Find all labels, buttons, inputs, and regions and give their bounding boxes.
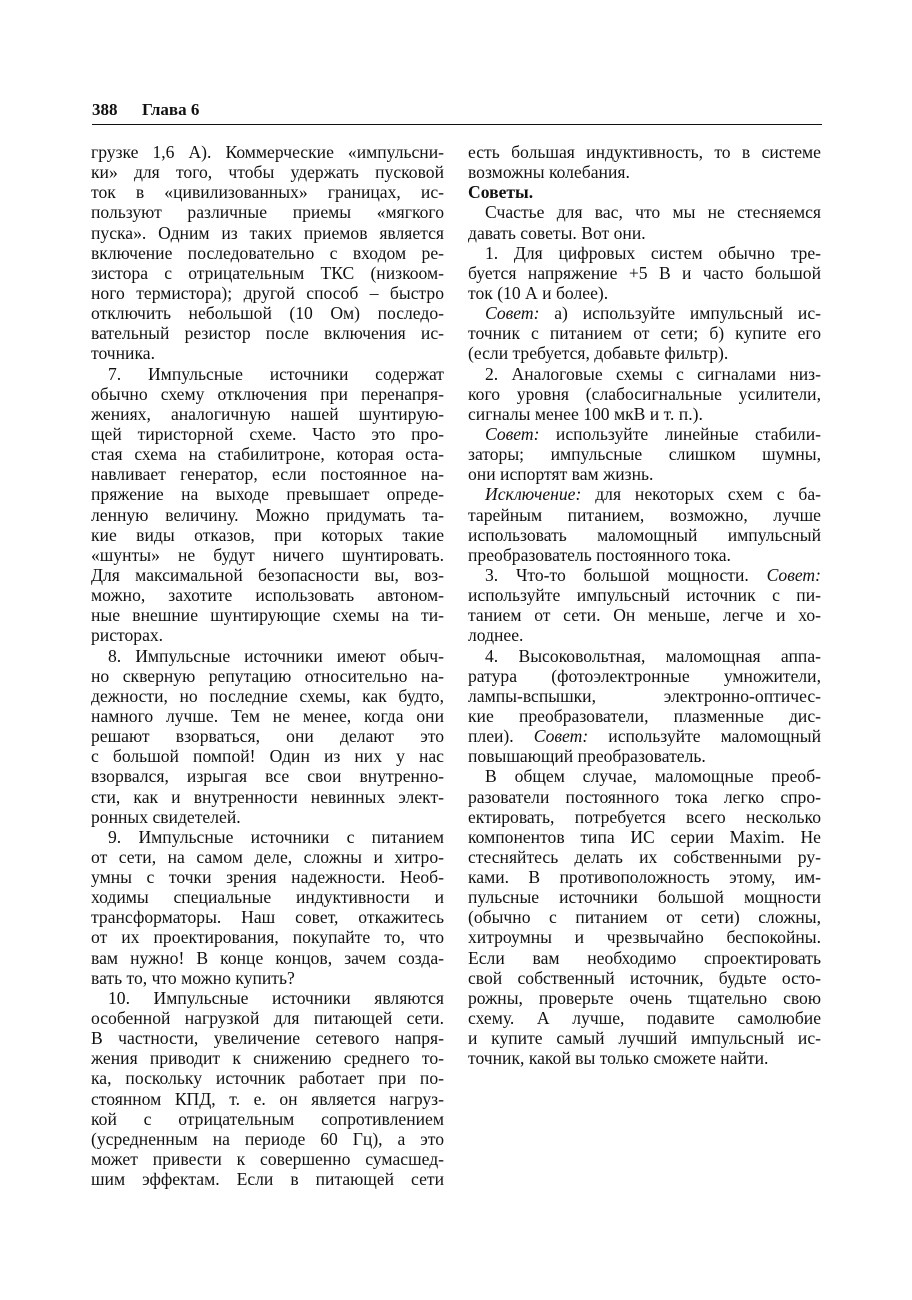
text-segment: точник, какой вы только сможете найти. [468, 1048, 769, 1069]
text-segment: вательный резистор после включения ис- [91, 323, 444, 344]
text-line [91, 686, 444, 706]
text-line [91, 766, 444, 786]
text-segment: используйте импульсный источник с пи- [468, 585, 821, 606]
text-segment: кого уровня (слабосигнальные усилители, [468, 383, 821, 404]
chapter-title: Глава 6 [142, 100, 200, 119]
text-segment: лоднее. [468, 625, 524, 646]
text-segment: отключить небольшой (10 Ом) последо- [91, 303, 444, 324]
text-segment: от их проектирования, покупайте то, что [91, 927, 444, 948]
text-segment: и купите самый лучший импульсный ис- [468, 1028, 821, 1049]
text-line [468, 223, 821, 243]
text-segment: ные внешние шунтирующие схемы на ти- [91, 605, 444, 626]
text-segment: рожны, проверьте очень тщательно свою [468, 987, 821, 1008]
text-line [468, 464, 821, 484]
text-line [468, 424, 821, 444]
text-line [468, 404, 821, 424]
text-line [91, 484, 444, 504]
text-line [91, 625, 444, 645]
text-segment: повышающий преобразователь. [468, 746, 706, 767]
text-segment: для некоторых схем с ба- [581, 484, 821, 505]
text-segment: точник с питанием от сети; б) купите его [468, 323, 821, 344]
page-number: 388 [92, 100, 118, 119]
text-segment: щей тиристорной схеме. Часто это про- [91, 423, 444, 444]
text-line [91, 948, 444, 968]
text-line [91, 202, 444, 222]
text-segment: жения приводит к снижению среднего то- [91, 1048, 444, 1069]
text-segment: ток (10 А и более). [468, 282, 609, 303]
text-line [91, 1089, 444, 1109]
text-segment: 2. Аналоговые схемы с сигналами низ- [485, 363, 821, 384]
text-line [91, 706, 444, 726]
text-segment: включение последовательно с входом ре- [91, 242, 444, 263]
text-segment: используйте маломощный [588, 726, 822, 747]
text-segment: навливает генератор, если постоянное на- [91, 464, 444, 485]
text-line [91, 323, 444, 343]
text-segment: стая схема на стабилитроне, которая оста- [91, 444, 444, 465]
text-segment: (усредненным на периоде 60 Гц), а это [91, 1128, 444, 1149]
text-line [468, 142, 821, 162]
text-segment: кие преобразователи, плазменные дис- [468, 705, 821, 726]
text-line [468, 283, 821, 303]
text-line [91, 142, 444, 162]
text-segment: дежности, но последние схемы, как будто, [91, 685, 444, 706]
text-line [468, 263, 821, 283]
text-line [468, 505, 821, 525]
text-segment: ронных свидетелей. [91, 806, 241, 827]
text-line [468, 182, 821, 202]
text-segment: давать советы. Вот они. [468, 222, 646, 243]
text-line [91, 867, 444, 887]
text-line [468, 988, 821, 1008]
text-line [468, 625, 821, 645]
text-line [91, 847, 444, 867]
text-segment: грузке 1,6 А). Коммерческие «импульсни- [91, 142, 444, 162]
text-line [91, 605, 444, 625]
text-line [468, 1008, 821, 1028]
text-segment: 8. Импульсные источники имеют обыч- [108, 645, 444, 666]
text-segment: ка, поскольку источник работает при по- [91, 1068, 444, 1089]
text-line [91, 1068, 444, 1088]
text-line [91, 1129, 444, 1149]
text-segment: 10. Импульсные источники являются [108, 987, 444, 1008]
text-line [468, 766, 821, 786]
text-line [468, 847, 821, 867]
text-segment: намного лучше. Тем не менее, когда они [91, 705, 444, 726]
text-segment: с большой помпой! Один из них у нас [91, 746, 444, 767]
text-line [91, 404, 444, 424]
italic-term: Совет: [485, 423, 540, 444]
text-line [91, 384, 444, 404]
text-segment: трансформаторы. Наш совет, откажитесь [91, 907, 444, 928]
text-segment: особенной нагрузкой для питающей сети. [91, 1008, 444, 1029]
text-line [468, 384, 821, 404]
text-line [91, 243, 444, 263]
text-line [91, 464, 444, 484]
text-segment: «шунты» не будут ничего шунтировать. [91, 544, 444, 565]
text-line [468, 706, 821, 726]
text-segment: тарейным питанием, возможно, лучше [468, 504, 821, 525]
text-segment: танием от сети. Он меньше, легче и хо- [468, 605, 821, 626]
text-segment: преобразователь постоянного тока. [468, 544, 731, 565]
text-segment: ток в «цивилизованных» границах, ис- [91, 182, 444, 203]
text-line [91, 182, 444, 202]
text-line [468, 585, 821, 605]
text-line [91, 1008, 444, 1028]
text-line [91, 303, 444, 323]
text-segment: есть большая индуктивность, то в системе [468, 142, 821, 162]
text-segment: ками. В противоположность этому, им- [468, 867, 821, 888]
text-line [468, 646, 821, 666]
text-segment: а) используйте импульсный ис- [539, 303, 821, 324]
text-segment: сигналы менее 100 мкВ и т. п.). [468, 403, 703, 424]
text-segment: обычно схему отключения при перенапря- [91, 383, 444, 404]
text-line [91, 1109, 444, 1129]
text-line [91, 283, 444, 303]
text-segment: но скверную репутацию относительно на- [91, 665, 444, 686]
text-segment: кие виды отказов, при которых такие [91, 524, 444, 545]
text-segment: Если вам необходимо спроектировать [468, 947, 821, 968]
text-segment: В общем случае, маломощные преоб- [485, 766, 821, 787]
text-segment: лампы-вспышки, электронно-оптичес- [468, 685, 821, 706]
text-line [468, 887, 821, 907]
text-segment: разователи постоянного тока легко спро- [468, 786, 821, 807]
text-line [91, 424, 444, 444]
text-segment: можно, захотите использовать автоном- [91, 585, 444, 606]
text-segment: (обычно с питанием от сети) сложны, [468, 907, 821, 928]
text-line [468, 565, 821, 585]
text-segment: зистора с отрицательным ТКС (низкоом- [91, 262, 444, 283]
text-segment: может привести к совершенно сумасшед- [91, 1149, 444, 1170]
text-line [468, 867, 821, 887]
text-line [91, 907, 444, 927]
text-line [468, 948, 821, 968]
text-line [91, 968, 444, 988]
text-segment: от сети, на самом деле, сложны и хитро- [91, 846, 444, 867]
text-segment: пуска». Одним из таких приемов является [91, 222, 444, 243]
text-line [468, 343, 821, 363]
text-line [91, 444, 444, 464]
text-segment: хитроумны и чрезвычайно беспокойны. [468, 927, 821, 948]
right-column [468, 142, 821, 1068]
text-segment: точника. [91, 343, 155, 364]
text-segment: решают взорваться, они делают это [91, 726, 444, 747]
text-line [468, 484, 821, 504]
text-segment: Счастье для вас, что мы не стесняемся [485, 202, 821, 223]
text-segment: В частности, увеличение сетевого напря- [91, 1028, 444, 1049]
text-segment: жениях, аналогичную нашей шунтирую- [91, 403, 444, 424]
text-segment: ки» для того, чтобы удержать пусковой [91, 162, 444, 183]
text-line [91, 666, 444, 686]
left-column [91, 142, 444, 1189]
text-segment: умны с точки зрения надежности. Необ- [91, 867, 444, 888]
text-segment: вам нужно! В конце концов, зачем созда- [91, 947, 444, 968]
text-line [91, 646, 444, 666]
text-segment: взорвался, изрыгая все свои внутренно- [91, 766, 444, 787]
text-segment: 4. Высоковольтная, маломощная аппа- [485, 645, 821, 666]
text-line [468, 323, 821, 343]
text-line [91, 1169, 444, 1189]
text-segment: ходимы специальные индуктивности и [91, 887, 444, 908]
italic-term: Совет: [485, 303, 540, 324]
text-line [468, 444, 821, 464]
text-segment: компонентов типа ИС серии Maxim. Не [468, 826, 821, 847]
text-segment: пряжение на выходе превышает опреде- [91, 484, 444, 505]
text-segment: стесняйтесь делать их собственными ру- [468, 846, 821, 867]
text-line [468, 545, 821, 565]
text-line [468, 787, 821, 807]
text-line [91, 988, 444, 1008]
text-line [91, 263, 444, 283]
text-segment: свой собственный источник, будьте осто- [468, 967, 821, 988]
text-line [91, 223, 444, 243]
text-line [468, 907, 821, 927]
text-segment: 1. Для цифровых систем обычно тре- [485, 242, 821, 263]
text-segment: использовать маломощный импульсный [468, 524, 821, 545]
italic-term: Исключение: [485, 484, 582, 505]
text-segment: возможны колебания. [468, 162, 630, 183]
text-line [468, 525, 821, 545]
text-line [91, 1028, 444, 1048]
text-line [91, 787, 444, 807]
text-line [468, 202, 821, 222]
text-segment: схему. А лучше, подавите самолюбие [468, 1008, 821, 1029]
text-segment: 3. Что-то большой мощности. [485, 564, 767, 585]
text-segment: вать то, что можно купить? [91, 967, 295, 988]
text-line [91, 807, 444, 827]
text-line [91, 505, 444, 525]
text-segment: пульсные источники большой мощности [468, 887, 821, 908]
text-segment: Для максимальной безопасности вы, воз- [91, 564, 444, 585]
text-segment: заторы; импульсные слишком шумны, [468, 444, 821, 465]
italic-term: Совет: [533, 726, 589, 747]
text-line [468, 162, 821, 182]
text-segment: они испортят вам жизнь. [468, 464, 654, 485]
text-line [91, 545, 444, 565]
text-line [91, 162, 444, 182]
text-segment: 7. Импульсные источники содержат [108, 363, 444, 384]
text-segment: сти, как и внутренности невинных элект- [91, 786, 444, 807]
text-line [468, 746, 821, 766]
text-line [91, 927, 444, 947]
text-line [91, 565, 444, 585]
text-line [91, 746, 444, 766]
text-line [468, 666, 821, 686]
text-line [91, 1048, 444, 1068]
page-header [92, 98, 822, 125]
text-segment: плеи). [468, 726, 534, 747]
text-segment: ленную величину. Можно придумать та- [91, 504, 444, 525]
text-segment: стоянном КПД, т. е. он является нагруз- [91, 1088, 444, 1109]
text-line [468, 807, 821, 827]
text-line [468, 605, 821, 625]
text-segment: используйте линейные стабили- [539, 423, 821, 444]
text-line [91, 726, 444, 746]
text-line [91, 343, 444, 363]
text-segment: буется напряжение +5 В и часто большой [468, 262, 821, 283]
text-line [468, 686, 821, 706]
text-line [468, 243, 821, 263]
text-segment: шим эффектам. Если в питающей сети [91, 1169, 444, 1190]
text-line [91, 1149, 444, 1169]
text-segment: (если требуется, добавьте фильтр). [468, 343, 729, 364]
text-line [91, 525, 444, 545]
italic-term: Совет: [766, 564, 821, 585]
text-line [91, 585, 444, 605]
text-line [468, 726, 821, 746]
text-line [91, 887, 444, 907]
text-segment: 9. Импульсные источники с питанием [108, 826, 444, 847]
text-line [468, 1048, 821, 1068]
text-segment: Советы. [468, 182, 534, 203]
text-segment: ного термистора); другой способ – быстро [91, 282, 444, 303]
text-line [468, 968, 821, 988]
text-line [91, 827, 444, 847]
text-segment: кой с отрицательным сопротивлением [91, 1108, 444, 1129]
text-line [468, 303, 821, 323]
text-line [468, 827, 821, 847]
text-line [468, 927, 821, 947]
text-segment: ристорах. [91, 625, 164, 646]
text-line [468, 364, 821, 384]
text-segment: ектировать, потребуется всего несколько [468, 806, 821, 827]
text-line [91, 364, 444, 384]
text-segment: пользуют различные приемы «мягкого [91, 202, 444, 223]
text-segment: ратура (фотоэлектронные умножители, [468, 665, 821, 686]
text-line [468, 1028, 821, 1048]
